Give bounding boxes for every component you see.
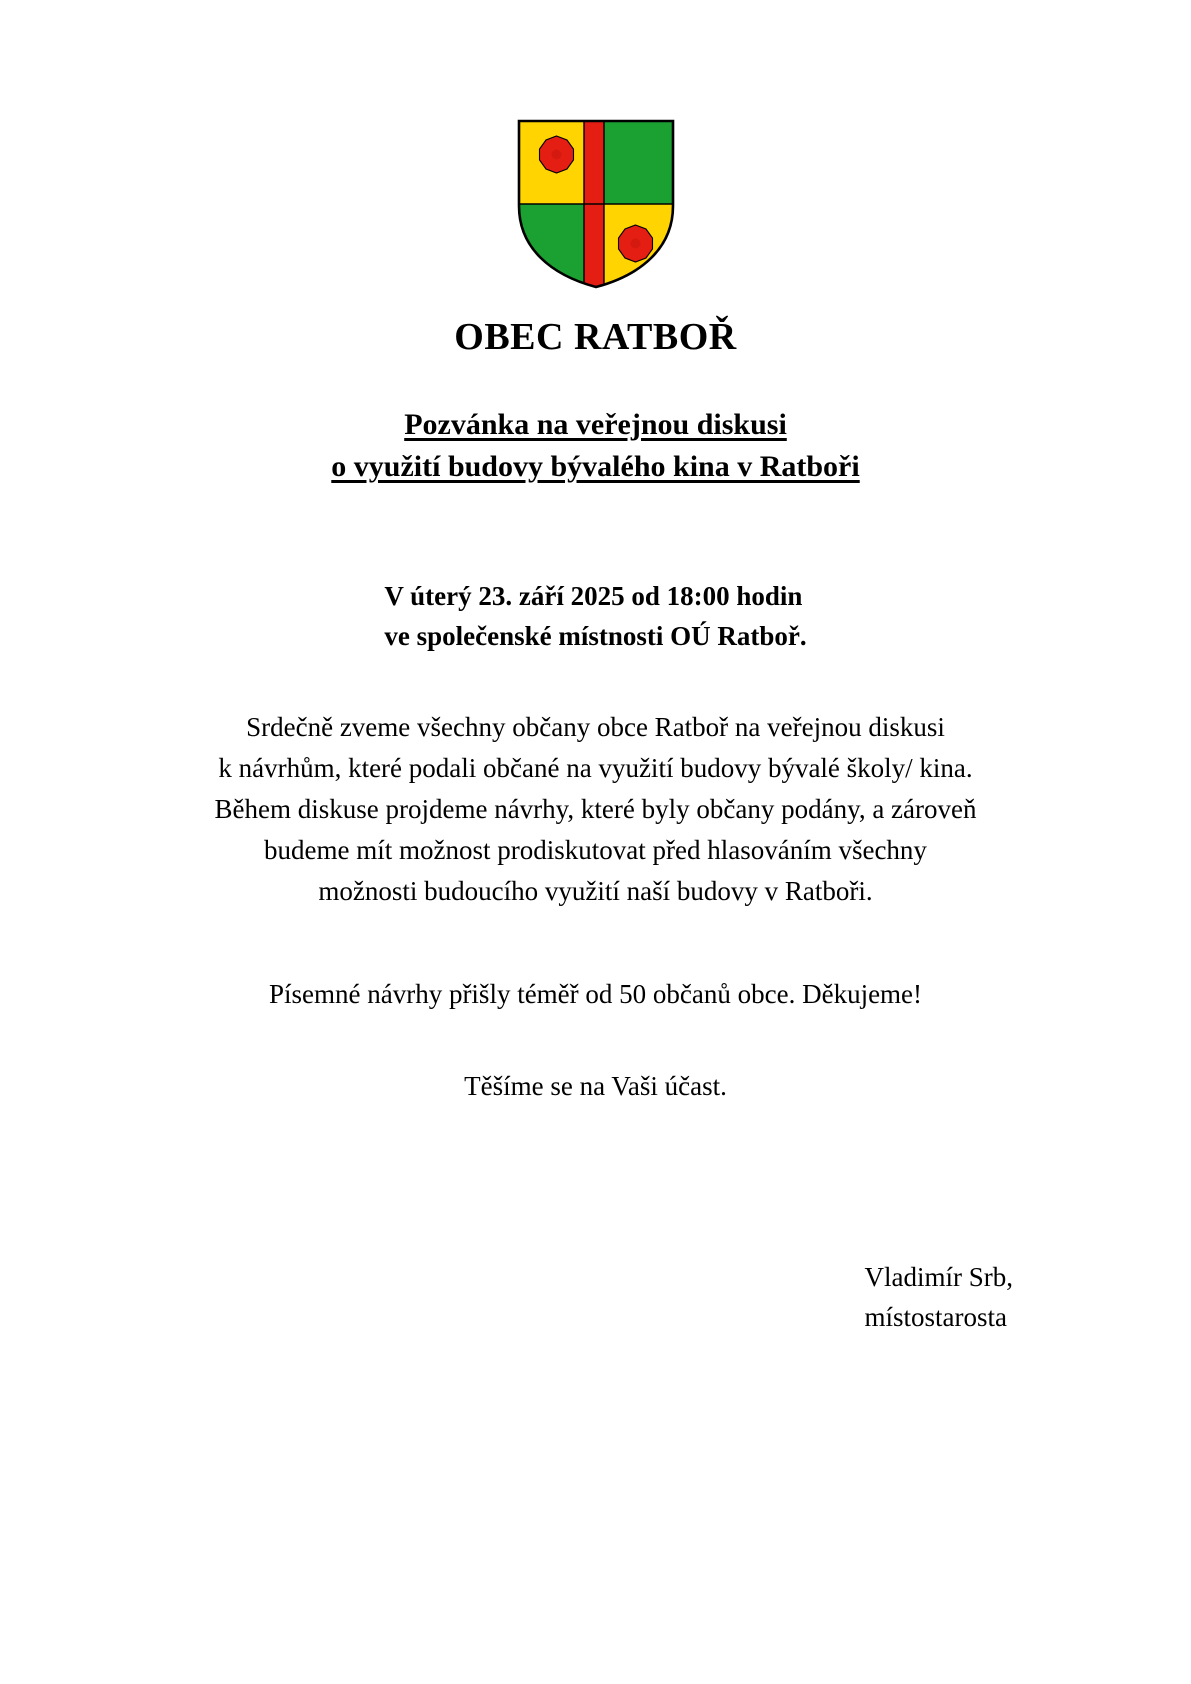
body-line: Srdečně zveme všechny občany obce Ratboř na veřejnou diskusi: [246, 711, 945, 742]
body-line: Během diskuse projdeme návrhy, které byly občany podány, a zároveň: [214, 793, 977, 824]
event-details-inner: [384, 577, 806, 657]
proposals-thanks-note: Písemné návrhy přišly téměř od 50 občanů obce. Děkujeme!: [268, 978, 923, 1009]
heraldic-rose-lower-right: [618, 225, 652, 262]
signature-inner: [865, 1257, 1014, 1338]
signatory-name: Vladimír Srb,: [864, 1261, 1013, 1292]
invitation-body: [0, 707, 1191, 912]
invitation-headings: [0, 404, 1191, 489]
heading-line-2-text: o využití budovy bývalého kina v Ratboři: [331, 450, 860, 484]
coat-of-arms-icon: [516, 118, 676, 290]
crest-container: [0, 0, 1191, 290]
village-name: OBEC RATBOŘ: [454, 316, 737, 358]
body-line: budeme mít možnost prodiskutovat před hlasováním všechny: [264, 834, 927, 865]
event-details: [0, 577, 1191, 657]
body-line: možnosti budoucího využití naší budovy v Ratboři.: [318, 875, 873, 906]
signature-block: [0, 1257, 1191, 1338]
body-line: k návrhům, které podali občané na využití budovy bývalé školy/ kina.: [218, 752, 973, 783]
signatory-role: místostarosta: [864, 1302, 1007, 1333]
heading-line-2: [0, 446, 1191, 489]
heading-line-1-text: Pozvánka na veřejnou diskusi: [404, 407, 787, 441]
event-datetime: V úterý 23. září 2025 od 18:00 hodin: [384, 580, 803, 611]
heading-line-1: [0, 404, 1191, 447]
heraldic-rose-upper-left: [539, 136, 573, 173]
see-you-note: Těšíme se na Vaši účast.: [464, 1071, 727, 1102]
event-venue: ve společenské místnosti OÚ Ratboř.: [384, 620, 807, 651]
